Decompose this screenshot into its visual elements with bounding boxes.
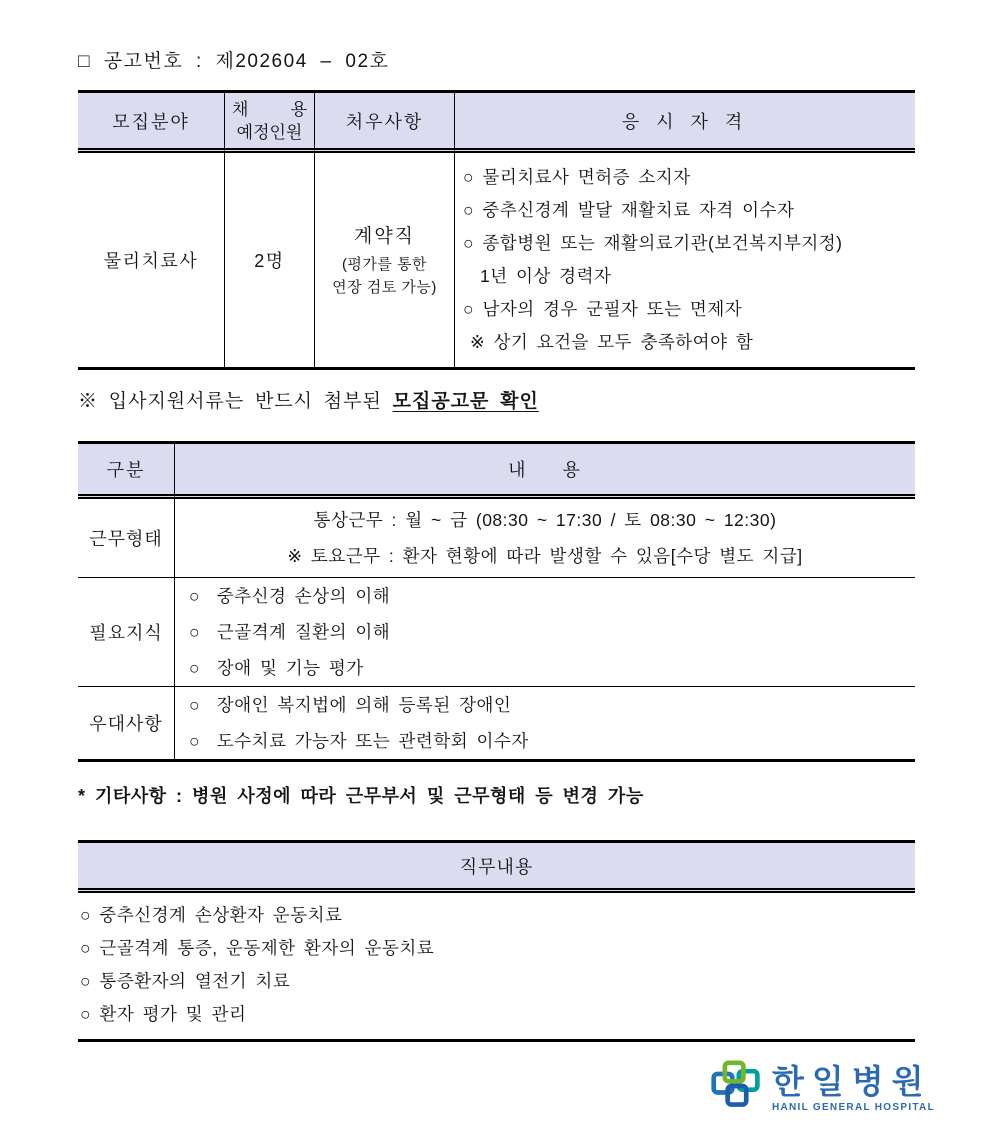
- duty-table-body: [78, 893, 915, 1039]
- condition-row-content-preference: [175, 687, 915, 759]
- duty-item: ○ 근골격계 통증, 운동제한 환자의 운동치료: [80, 938, 435, 958]
- recruit-header-headcount-line2: 예정인원: [236, 122, 303, 142]
- recruit-header-treatment: 처우사항: [315, 93, 455, 153]
- condition-line: ※ 토요근무 : 환자 현황에 따라 발생할 수 있음[수당 별도 지급]: [287, 546, 803, 566]
- duty-table-header: 직무내용: [78, 843, 915, 893]
- qualification-item: ○ 물리치료사 면허증 소지자: [463, 167, 691, 187]
- duty-item: ○ 환자 평가 및 관리: [80, 1004, 247, 1024]
- qualification-note: ※ 상기 요건을 모두 충족하여야 함: [470, 332, 754, 352]
- attachment-note-emphasis: 모집공고문 확인: [392, 391, 539, 412]
- treatment-type: 계약직: [353, 226, 416, 247]
- hospital-cross-logo-icon: [710, 1058, 762, 1119]
- attachment-note-prefix: ※ 입사지원서류는 반드시 첨부된: [78, 391, 393, 412]
- qualification-item: ○ 중추신경계 발달 재활치료 자격 이수자: [463, 200, 795, 220]
- condition-row-label-preference: 우대사항: [78, 687, 175, 759]
- condition-line: ○ 중추신경 손상의 이해: [189, 586, 391, 606]
- condition-header-category: 구분: [78, 444, 175, 499]
- condition-row-label-work-type: 근무형태: [78, 499, 175, 578]
- hospital-logo: [710, 1058, 935, 1119]
- logo-row: [78, 1058, 935, 1119]
- notice-number-title: □ 공고번호 : 제202604 – 02호: [78, 51, 390, 72]
- duty-item: ○ 통증환자의 열전기 치료: [80, 971, 291, 991]
- document-content: [78, 46, 935, 1119]
- recruit-cell-field: 물리치료사: [78, 153, 225, 367]
- recruit-cell-headcount: 2명: [225, 153, 315, 367]
- attachment-note: [78, 386, 915, 413]
- recruit-cell-qualifications: [455, 153, 915, 367]
- recruit-cell-treatment: [315, 153, 455, 367]
- condition-line: ○ 장애인 복지법에 의해 등록된 장애인: [189, 695, 512, 715]
- etc-note: * 기타사항 : 병원 사정에 따라 근무부서 및 근무형태 등 변경 가능: [78, 786, 644, 806]
- qualification-item-continuation: 1년 이상 경력자: [480, 266, 612, 286]
- condition-row-label-knowledge: 필요지식: [78, 578, 175, 687]
- recruit-header-field: 모집분야: [78, 93, 225, 153]
- hospital-name-english: HANIL GENERAL HOSPITAL: [771, 1101, 935, 1113]
- duty-table: [78, 840, 915, 1042]
- condition-line: 통상근무 : 월 ~ 금 (08:30 ~ 17:30 / 토 08:30 ~ 12:30): [313, 510, 777, 530]
- hospital-name-korean: 한일병원: [771, 1062, 932, 1100]
- condition-row-content-knowledge: [175, 578, 915, 687]
- recruit-header-headcount-line1: 채 용: [232, 99, 307, 119]
- condition-line: ○ 도수치료 가능자 또는 관련학회 이수자: [189, 731, 529, 751]
- recruit-header-headcount: [225, 93, 315, 153]
- treatment-note-line1: (평가를 통한: [341, 256, 428, 273]
- condition-line: ○ 근골격계 질환의 이해: [189, 622, 391, 642]
- condition-row-content-work-type: [175, 499, 915, 578]
- condition-table: [78, 441, 915, 762]
- recruit-header-qualification: 응 시 자 격: [455, 93, 915, 153]
- hospital-logo-text: [771, 1062, 935, 1113]
- condition-line: ○ 장애 및 기능 평가: [189, 658, 364, 678]
- recruit-table: [78, 90, 915, 370]
- duty-item: ○ 중추신경계 손상환자 운동치료: [80, 905, 343, 925]
- condition-header-content: 내 용: [175, 444, 915, 499]
- treatment-note-line2: 연장 검토 가능): [332, 279, 437, 296]
- qualification-item: ○ 남자의 경우 군필자 또는 면제자: [463, 299, 743, 319]
- qualification-item: ○ 종합병원 또는 재활의료기관(보건복지부지정): [463, 233, 843, 253]
